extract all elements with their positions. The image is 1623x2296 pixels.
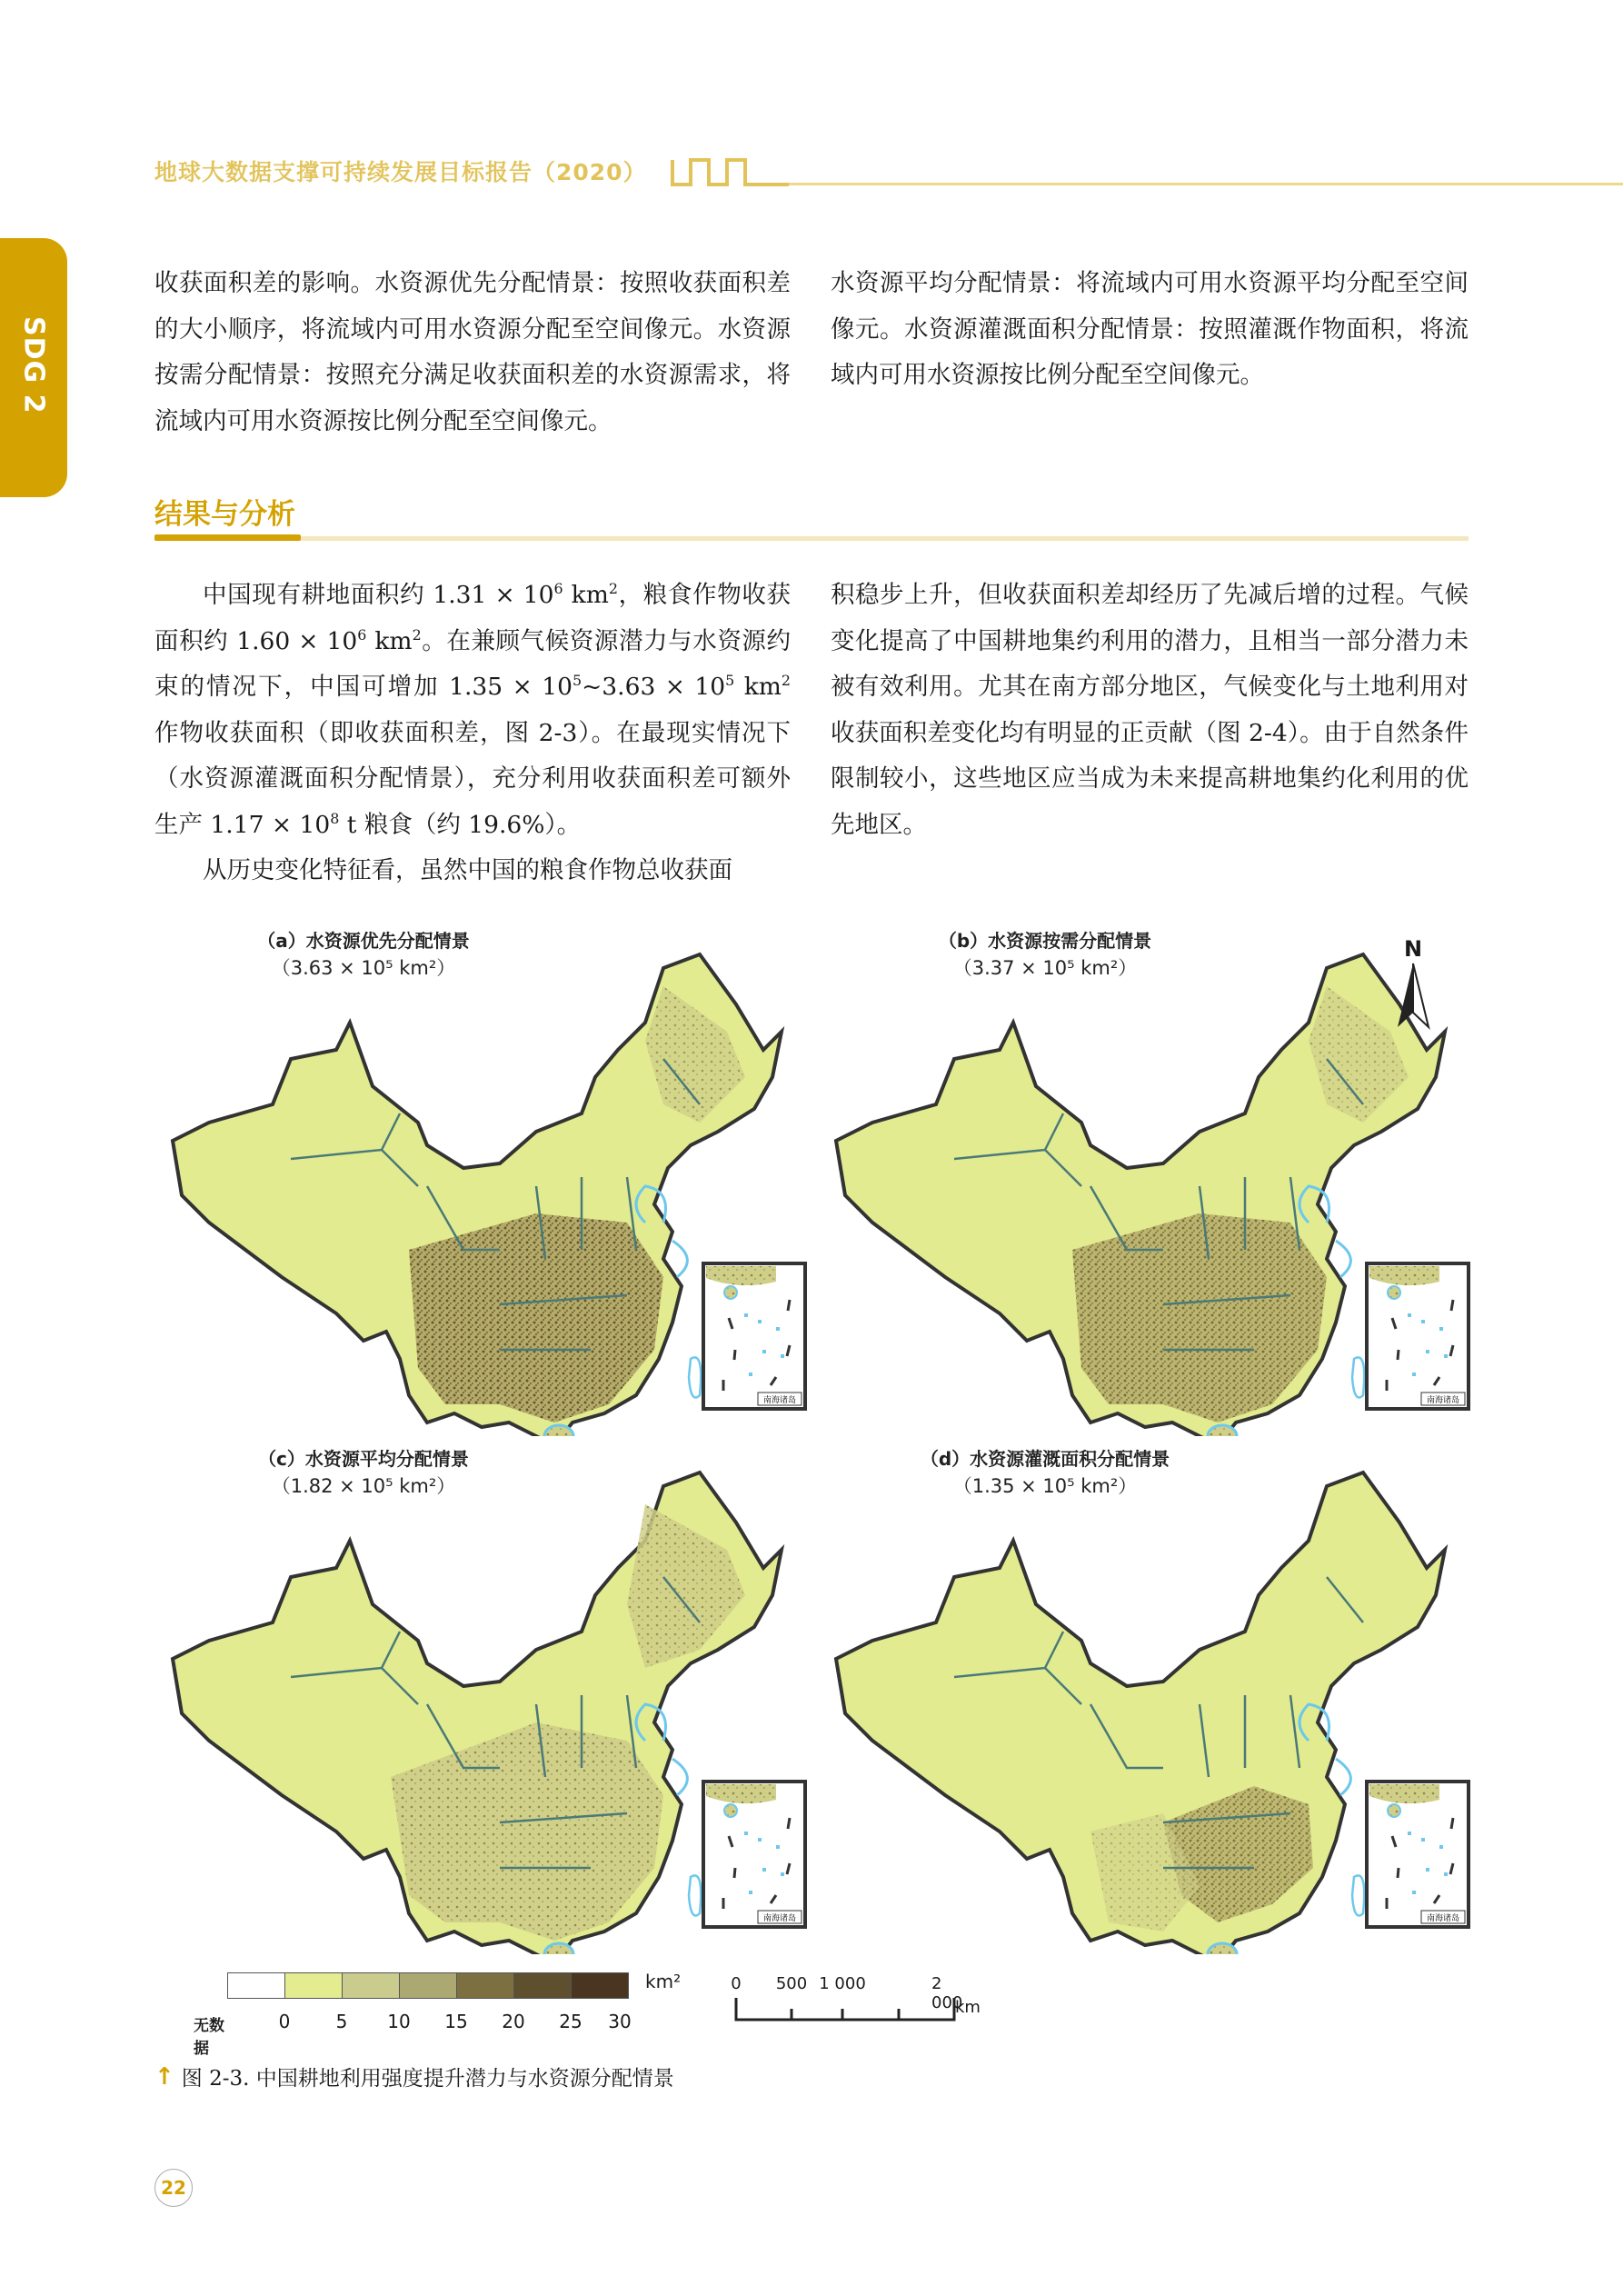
south-china-sea-inset xyxy=(1367,1263,1469,1409)
figure-caption xyxy=(154,2061,674,2091)
south-china-sea-inset xyxy=(1367,1782,1469,1927)
section-rule xyxy=(154,536,1469,541)
intro-right-column xyxy=(831,261,1469,399)
panel-d-title: （d）水资源灌溉面积分配情景 xyxy=(920,1448,1170,1470)
north-label: N xyxy=(1403,936,1423,962)
panel-d-area: （1.35 × 10⁵ km²） xyxy=(952,1475,1138,1497)
panel-c-area: （1.82 × 10⁵ km²） xyxy=(271,1475,456,1497)
legend-tick: 20 xyxy=(502,2011,525,2032)
north-arrow xyxy=(1390,936,1436,1027)
body-paragraph-1: 中国现有耕地面积约 $1.31 \times 10^6$ $km^2$，粮食作物收获面积约 $1.60 \times 10^6$ $km^2$。在兼顾气候资源潜力与水资源约束的情况下，中国可增加 $1.35 \times 10^5\sim 3.63 \times 10^5$ $km^2$ 作物收获面积（即收获面积差，图 2-3）。在最现实情况下（水资源灌溉面积分配情景），充分利用收获面积差可额外生产 $1.17 \times 10^8$ t 粮食（约 19.6%）。 xyxy=(154,580,792,839)
legend-tick: 15 xyxy=(444,2011,468,2032)
body-right-column xyxy=(831,573,1469,848)
scale-label: 500 xyxy=(775,1974,808,1993)
panel-b-area: （3.37 × 10⁵ km²） xyxy=(952,957,1138,979)
report-title: 地球大数据支撑可持续发展目标报告（2020） xyxy=(154,159,647,185)
china-map-d xyxy=(818,1445,1472,1954)
scale-label: 1 000 xyxy=(819,1974,866,1993)
caption-text: 图 2-3. 中国耕地利用强度提升潜力与水资源分配情景 xyxy=(181,2067,674,2091)
svg-text:南海诸岛: 南海诸岛 xyxy=(1426,1914,1460,1923)
body-paragraph-2-continued: 积稳步上升，但收获面积差却经历了先减后增的过程。气候变化提高了中国耕地集约利用的潜力，且相当一部分潜力未被有效利用。尤其在南方部分地区，气候变化与土地利用对收获面积差变化均有明显的正贡献（图 2-4）。由于自然条件限制较小，这些地区应当成为未来提高耕地集约化利用的优先地区。 xyxy=(831,581,1469,839)
scale-unit: km xyxy=(955,1998,981,2017)
panel-a-title: （a）水资源优先分配情景 xyxy=(257,930,470,952)
running-header xyxy=(154,153,647,189)
legend-swatch-nodata xyxy=(228,1973,285,1998)
legend-swatch-5-10 xyxy=(343,1973,400,1998)
china-map-b xyxy=(818,927,1472,1436)
scale-bar xyxy=(732,1974,986,2029)
intro-right-text: 水资源平均分配情景：将流域内可用水资源平均分配至空间像元。水资源灌溉面积分配情景：按照灌溉作物面积，将流域内可用水资源按比例分配至空间像元。 xyxy=(831,269,1469,389)
header-decoration xyxy=(671,156,789,189)
scale-bar-line xyxy=(732,1994,959,2031)
south-china-sea-inset xyxy=(703,1782,805,1927)
svg-text:南海诸岛: 南海诸岛 xyxy=(1426,1396,1460,1405)
section-heading: 结果与分析 xyxy=(154,498,295,531)
header-rule xyxy=(789,183,1623,185)
section-rule-accent xyxy=(154,534,301,541)
legend-tick: 0 xyxy=(278,2011,291,2032)
legend-swatch-15-20 xyxy=(457,1973,514,1998)
south-china-sea-inset xyxy=(703,1263,805,1409)
legend-tick: 5 xyxy=(335,2011,348,2032)
legend-tick: 10 xyxy=(387,2011,411,2032)
intro-left-text: 收获面积差的影响。水资源优先分配情景：按照收获面积差的大小顺序，将流域内可用水资源分配至空间像元。水资源按需分配情景：按照充分满足收获面积差的水资源需求，将流域内可用水资源按比例分配至空间像元。 xyxy=(154,269,791,435)
map-panel-a xyxy=(154,927,809,1436)
intro-left-column xyxy=(154,261,791,444)
legend-nodata-label: 无数据 xyxy=(194,2017,224,2058)
north-arrow-icon xyxy=(1390,962,1436,1034)
body-left-column xyxy=(154,573,791,894)
legend-swatch-0-5 xyxy=(285,1973,343,1998)
scale-label: 2 000 xyxy=(931,1974,963,2012)
legend-swatch-25-30 xyxy=(572,1973,628,1998)
svg-text:南海诸岛: 南海诸岛 xyxy=(762,1396,797,1405)
panel-c-title: （c）水资源平均分配情景 xyxy=(258,1448,469,1470)
china-map-c xyxy=(154,1445,809,1954)
up-arrow-icon: ↑ xyxy=(154,2062,174,2091)
map-panel-c xyxy=(154,1445,809,1954)
map-panel-d xyxy=(818,1445,1472,1954)
legend-swatch-20-25 xyxy=(514,1973,572,1998)
map-panel-b xyxy=(818,927,1472,1436)
legend-bar xyxy=(227,1972,629,1999)
page-number: 22 xyxy=(154,2169,193,2207)
china-map-a xyxy=(154,927,809,1436)
sdg-side-tab xyxy=(0,238,67,497)
body-paragraph-2-start: 从历史变化特征看，虽然中国的粮食作物总收获面 xyxy=(203,856,732,884)
panel-a-area: （3.63 × 10⁵ km²） xyxy=(271,957,456,979)
scale-label: 0 xyxy=(731,1974,742,1993)
sdg-tab-label: SDG 2 xyxy=(17,316,50,414)
svg-text:南海诸岛: 南海诸岛 xyxy=(762,1914,797,1923)
legend-tick: 30 xyxy=(608,2011,632,2032)
panel-b-title: （b）水资源按需分配情景 xyxy=(938,930,1152,952)
legend-unit: km² xyxy=(645,1971,682,1992)
legend-swatch-10-15 xyxy=(400,1973,457,1998)
legend-tick: 25 xyxy=(559,2011,582,2032)
